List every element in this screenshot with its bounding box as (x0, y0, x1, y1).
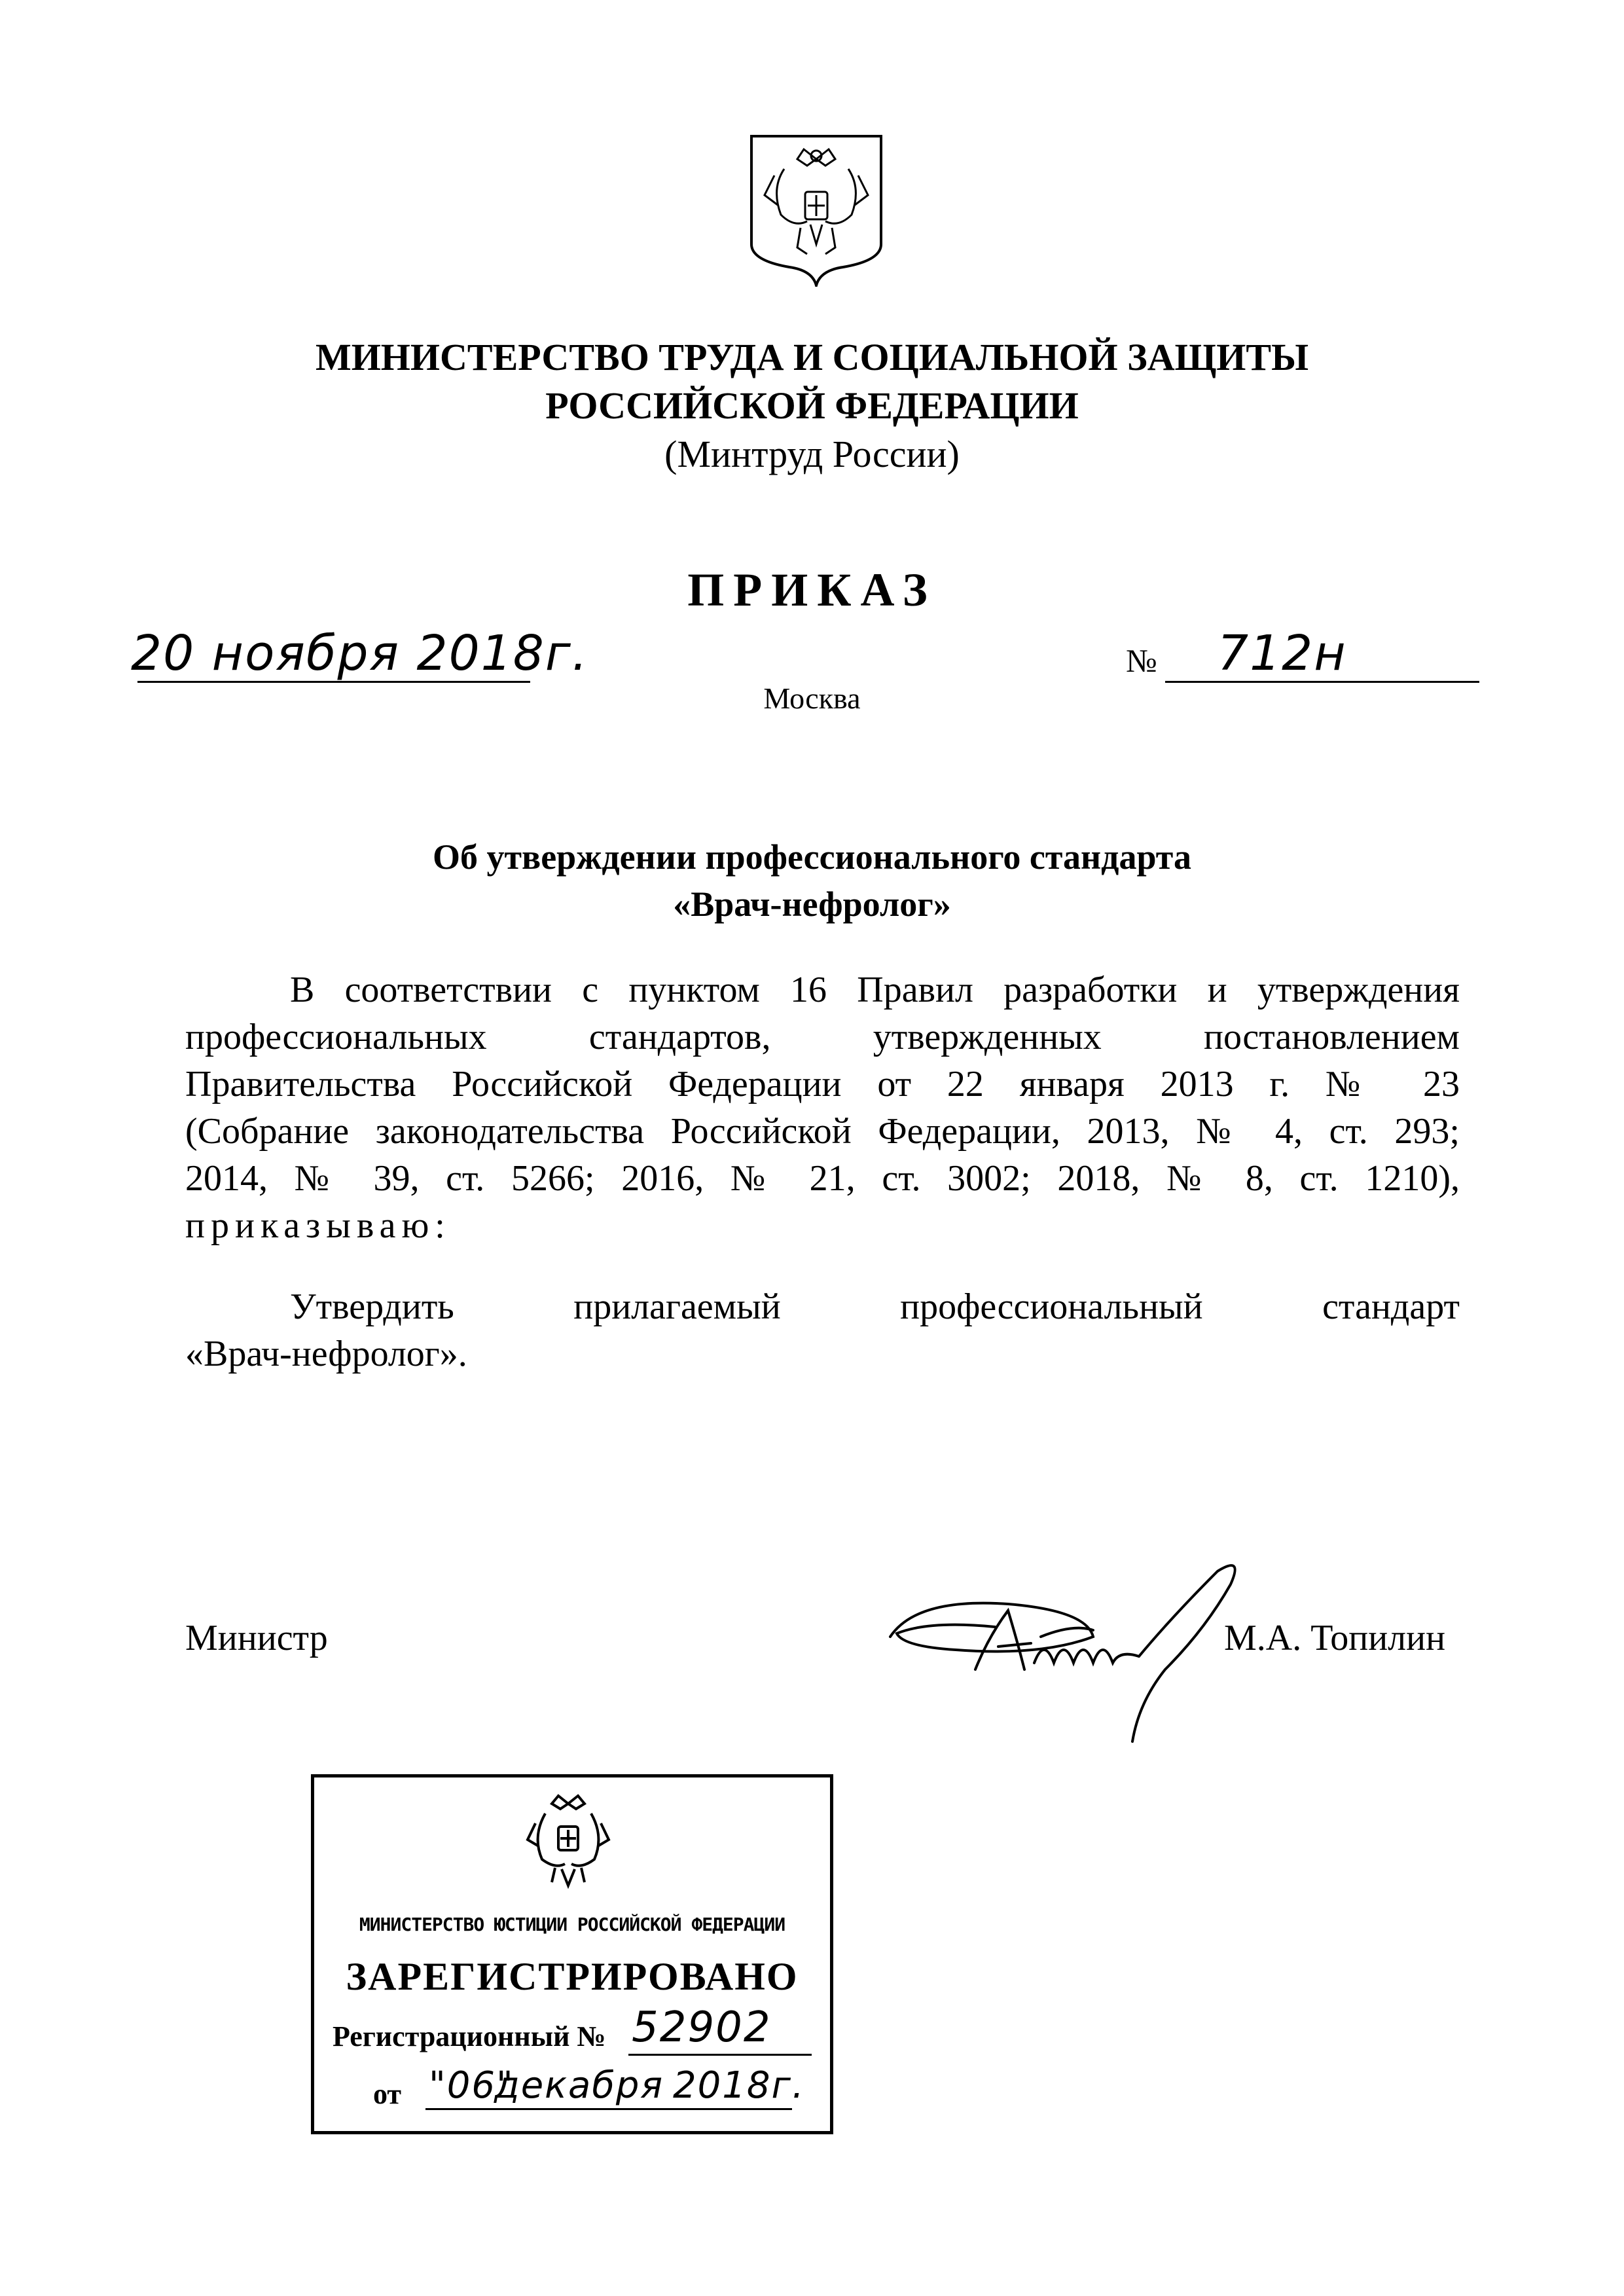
body-paragraph-1 (185, 966, 1460, 1249)
body-paragraph-2 (185, 1283, 1460, 1377)
para1-line: приказываю: (185, 1205, 451, 1246)
minister-signature (877, 1558, 1283, 1748)
coat-of-arms-emblem (745, 130, 888, 287)
stamp-registration-number: 52902 (632, 2003, 772, 2052)
order-date-handwritten: 20 ноября 2018г. (131, 625, 589, 682)
stamp-ministry: МИНИСТЕРСТВО ЮСТИЦИИ РОССИЙСКОЙ ФЕДЕРАЦИИ (359, 1914, 785, 1935)
stamp-date-year: 2018г. (673, 2064, 805, 2107)
stamp-date-day: "06" (429, 2064, 514, 2107)
order-title: ПРИКАЗ (687, 564, 937, 616)
order-number-handwritten: 712н (1218, 625, 1347, 682)
order-number-label: № (1126, 642, 1157, 679)
stamp-registration-line (628, 2054, 812, 2056)
registration-stamp (311, 1774, 833, 2134)
subject-line2: «Врач-нефролог» (673, 884, 951, 924)
signer-name: М.А. Топилин (1224, 1618, 1446, 1658)
stamp-date-line (425, 2108, 792, 2110)
para2-line: «Врач-нефролог». (185, 1334, 467, 1374)
stamp-date-prefix: от (373, 2078, 402, 2110)
ministry-name-line2: РОССИЙСКОЙ ФЕДЕРАЦИИ (545, 384, 1079, 427)
para1-line: В соответствии с пунктом 16 Правил разработки и утверждения (290, 970, 1460, 1010)
ministry-short-name: (Минтруд России) (664, 433, 960, 475)
para1-line: 2014, № 39, ст. 5266; 2016, № 21, ст. 3002; 2018, № 8, ст. 1210), (185, 1158, 1460, 1199)
para1-line: Правительства Российской Федерации от 22 января 2013 г. № 23 (185, 1064, 1460, 1104)
subject-line1: Об утверждении профессионального стандарта (433, 837, 1191, 877)
order-city: Москва (763, 682, 861, 715)
stamp-date-month: декабря (494, 2064, 664, 2107)
ministry-name-line1: МИНИСТЕРСТВО ТРУДА И СОЦИАЛЬНОЙ ЗАЩИТЫ (315, 336, 1309, 378)
stamp-coat-of-arms-icon (522, 1791, 614, 1889)
stamp-registered: ЗАРЕГИСТРИРОВАНО (346, 1955, 799, 1998)
para1-line: профессиональных стандартов, утвержденных постановлением (185, 1017, 1460, 1057)
signer-role: Министр (185, 1618, 328, 1658)
stamp-registration-label: Регистрационный № (333, 2020, 606, 2052)
para1-line: (Собрание законодательства Российской Федерации, 2013, № 4, ст. 293; (185, 1111, 1460, 1152)
para2-line: Утвердить прилагаемый профессиональный стандарт (290, 1286, 1460, 1327)
